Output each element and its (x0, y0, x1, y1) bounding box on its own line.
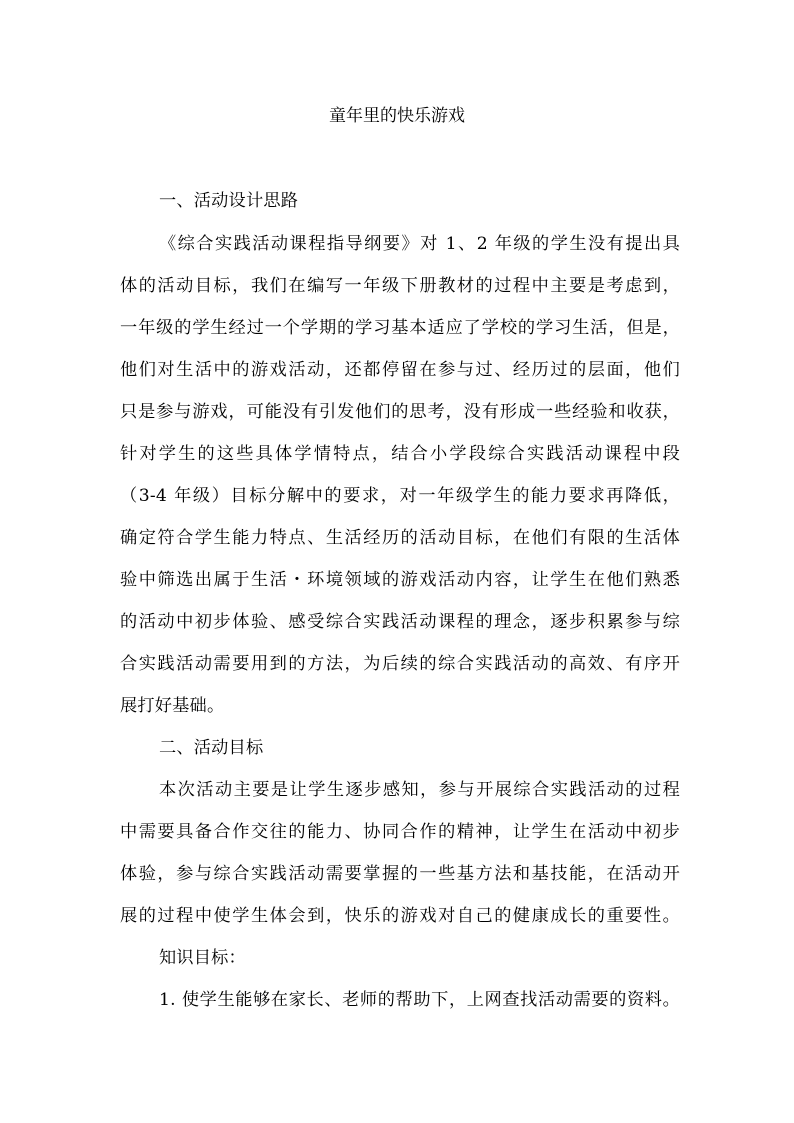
paragraph-line: 针对学生的这些具体学情特点，结合小学段综合实践活动课程中段 (120, 444, 680, 464)
paragraph-line: 验中筛选出属于生活・环境领域的游戏活动内容，让学生在他们熟悉 (120, 570, 680, 590)
paragraph-line: 本次活动主要是让学生逐步感知，参与开展综合实践活动的过程 (159, 780, 680, 800)
paragraph-line: 只是参与游戏，可能没有引发他们的思考，没有形成一些经验和收获， (120, 402, 680, 422)
paragraph-line: （3-4 年级）目标分解中的要求，对一年级学生的能力要求再降低， (120, 486, 680, 506)
paragraph-line: 展打好基础。 (120, 696, 225, 716)
paragraph-line: 他们对生活中的游戏活动，还都停留在参与过、经历过的层面，他们 (120, 360, 680, 380)
paragraph-line: 合实践活动需要用到的方法，为后续的综合实践活动的高效、有序开 (120, 654, 680, 674)
paragraph-line: 《综合实践活动课程指导纲要》对 1、2 年级的学生没有提出具 (159, 234, 680, 254)
paragraph-line: 体的活动目标，我们在编写一年级下册教材的过程中主要是考虑到， (120, 276, 680, 296)
section-heading-design-idea: 一、活动设计思路 (159, 191, 299, 211)
paragraph-line: 确定符合学生能力特点、生活经历的活动目标，在他们有限的生活体 (120, 528, 680, 548)
paragraph-line: 的活动中初步体验、感受综合实践活动课程的理念，逐步积累参与综 (120, 612, 680, 632)
paragraph-line: 展的过程中使学生体会到，快乐的游戏对自己的健康成长的重要性。 (120, 906, 680, 926)
paragraph-line: 一年级的学生经过一个学期的学习基本适应了学校的学习生活，但是， (120, 318, 680, 338)
paragraph-line: 中需要具备合作交往的能力、协同合作的精神，让学生在活动中初步 (120, 822, 680, 842)
document-title: 童年里的快乐游戏 (329, 106, 465, 126)
knowledge-goals-heading: 知识目标： (159, 948, 246, 968)
paragraph-line: 体验，参与综合实践活动需要掌握的一些基方法和基技能，在活动开 (120, 864, 680, 884)
paragraph-line: 1. 使学生能够在家长、老师的帮助下，上网查找活动需要的资料。 (159, 990, 680, 1010)
section-heading-activity-goals: 二、活动目标 (159, 738, 264, 758)
